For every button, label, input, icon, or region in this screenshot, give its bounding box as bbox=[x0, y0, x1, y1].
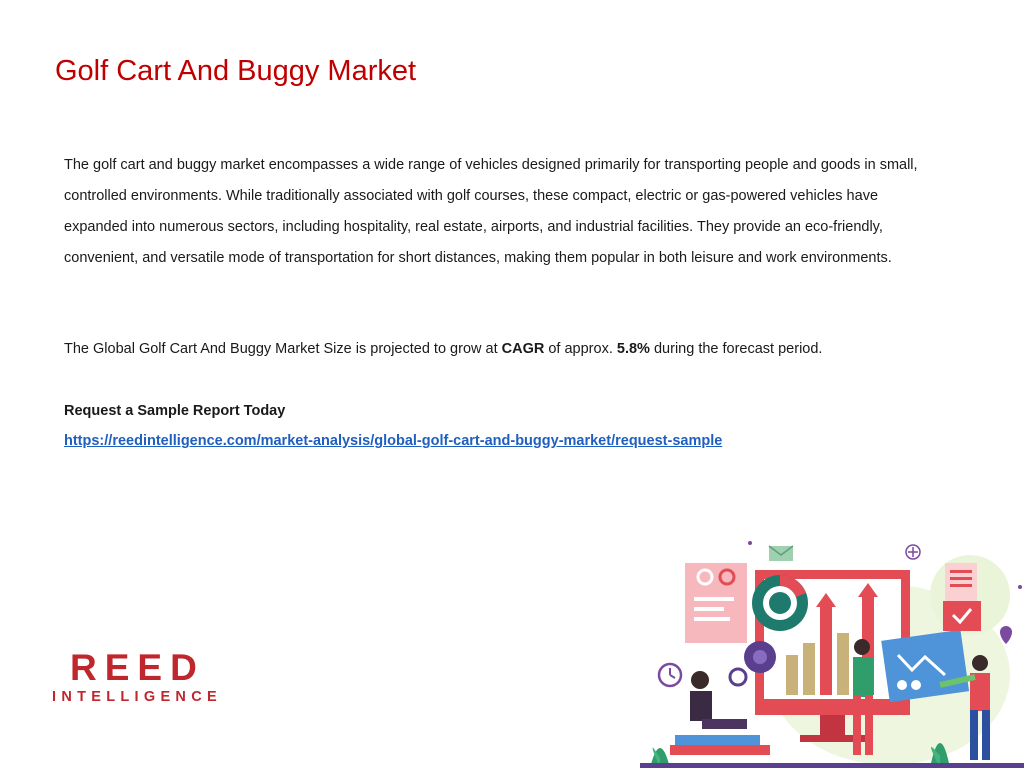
cagr-middle: of approx. bbox=[544, 341, 617, 357]
analytics-illustration-icon bbox=[640, 535, 1024, 768]
cagr-suffix: during the forecast period. bbox=[649, 341, 823, 357]
analytics-illustration bbox=[640, 535, 1024, 773]
cagr-prefix: The Global Golf Cart And Buggy Market Size is projected to grow at bbox=[64, 341, 502, 357]
request-heading: Request a Sample Report Today bbox=[64, 403, 286, 419]
description-paragraph: The golf cart and buggy market encompasses a wide range of vehicles designed primarily for transporting people and goods in small, controlled environments. While traditionally associated with golf courses, these compact, electric or gas-powered vehicles have expanded into numerous sectors, including hospitality, real estate, airports, and industrial facilities. They provide an eco-friendly, convenient, and versatile mode of transportation for short distances, making them popular in both leisure and work environments. bbox=[64, 157, 918, 266]
cagr-statement bbox=[64, 334, 822, 365]
cagr-label: CAGR bbox=[501, 341, 545, 357]
request-sample-link[interactable]: https://reedintelligence.com/market-analysis/global-golf-cart-and-buggy-market/request-sample bbox=[64, 433, 723, 449]
logo-wordmark-top: REED bbox=[70, 647, 205, 688]
reed-intelligence-logo bbox=[52, 648, 222, 705]
market-description bbox=[64, 150, 934, 274]
logo-wordmark-bottom: INTELLIGENCE bbox=[52, 689, 222, 705]
cagr-rate: 5.8% bbox=[616, 341, 650, 357]
page-title: Golf Cart And Buggy Market bbox=[55, 55, 417, 87]
